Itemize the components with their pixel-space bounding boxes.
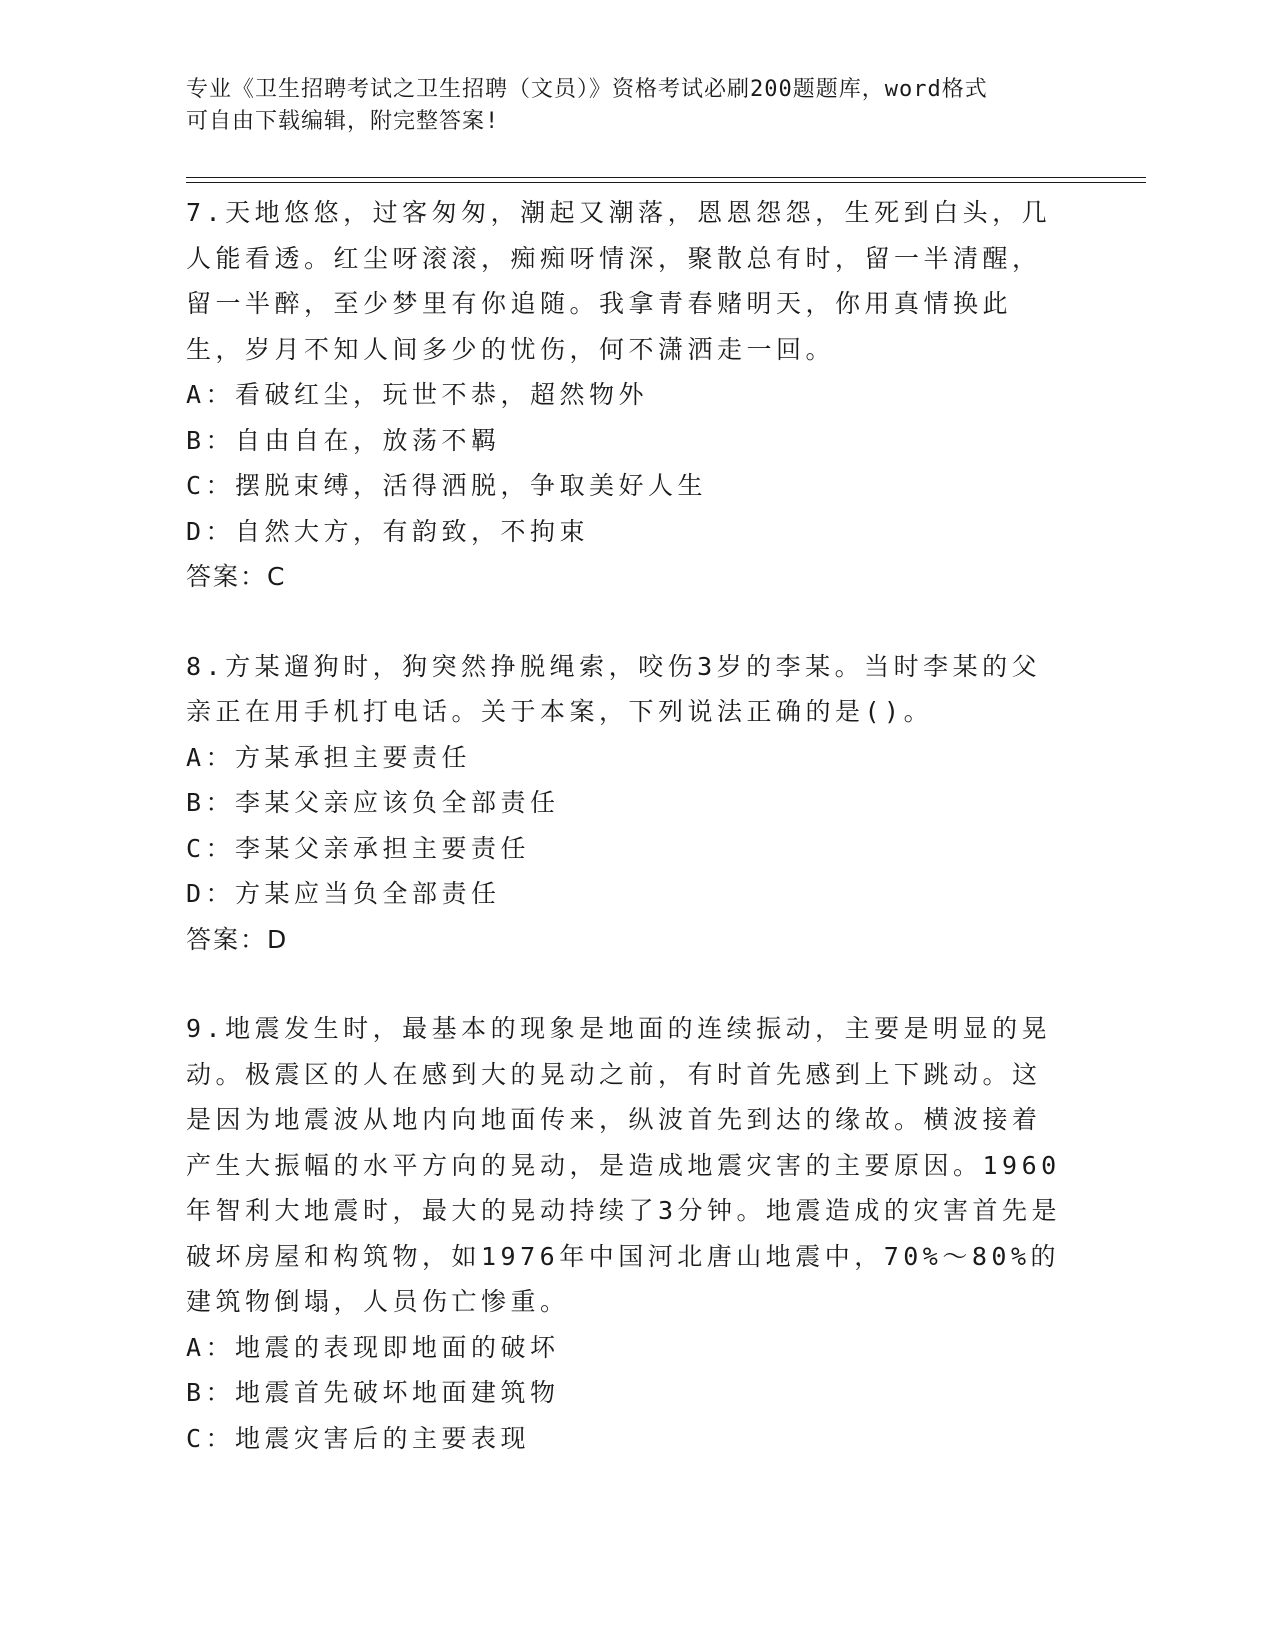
header-line-1: 专业《卫生招聘考试之卫生招聘（文员）》资格考试必刷200题题库，word格式 xyxy=(186,77,988,102)
question-stem: 8.方某遛狗时，狗突然挣脱绳索，咬伤3岁的李某。当时李某的父亲正在用手机打电话。关于本案，下列说法正确的是()。 xyxy=(186,651,1042,726)
document-header xyxy=(186,74,1066,138)
question-block-9 xyxy=(186,1006,1066,1461)
answer-label: 答案：C xyxy=(186,562,287,591)
option-c: C：摆脱束缚，活得洒脱，争取美好人生 xyxy=(186,471,708,500)
header-divider-thin xyxy=(186,177,1146,178)
option-a: A：看破红尘，玩世不恭，超然物外 xyxy=(186,380,649,409)
option-b: B：自由自在，放荡不羁 xyxy=(186,425,501,455)
header-divider-thick xyxy=(186,182,1146,183)
option-b: B：李某父亲应该负全部责任 xyxy=(186,788,560,817)
option-c: C：李某父亲承担主要责任 xyxy=(186,833,531,863)
option-d: D：自然大方，有韵致，不拘束 xyxy=(186,516,590,546)
answer-label: 答案：D xyxy=(186,924,289,954)
option-d: D：方某应当负全部责任 xyxy=(186,879,501,908)
option-a: A：地震的表现即地面的破坏 xyxy=(186,1332,560,1362)
question-stem: 9.地震发生时，最基本的现象是地面的连续振动，主要是明显的晃动。极震区的人在感到大的晃动之前，有时首先感到上下跳动。这是因为地震波从地内向地面传来，纵波首先到达的缘故。横波接着产生大振幅的水平方向的晃动，是造成地震灾害的主要原因。1960年智利大地震时，最大的晃动持续了3分钟。地震造成的灾害首先是破坏房屋和构筑物，如1976年中国河北唐山地震中，70%～80%的建筑物倒塌，人员伤亡惨重。 xyxy=(186,1014,1062,1316)
question-spacer xyxy=(186,962,1066,1006)
question-block-7 xyxy=(186,190,1066,600)
header-line-2: 可自由下载编辑，附完整答案! xyxy=(186,109,500,134)
option-b: B：地震首先破坏地面建筑物 xyxy=(186,1378,560,1407)
question-block-8 xyxy=(186,644,1066,963)
question-spacer xyxy=(186,600,1066,644)
question-stem: 7.天地悠悠，过客匆匆，潮起又潮落，恩恩怨怨，生死到白头，几人能看透。红尘呀滚滚，痴痴呀情深，聚散总有时，留一半清醒，留一半醉，至少梦里有你追随。我拿青春赌明天，你用真情换此生，岁月不知人间多少的忧伤，何不潇洒走一回。 xyxy=(186,198,1052,364)
option-a: A：方某承担主要责任 xyxy=(186,742,472,772)
option-c: C：地震灾害后的主要表现 xyxy=(186,1423,531,1453)
question-list xyxy=(186,190,1066,1461)
